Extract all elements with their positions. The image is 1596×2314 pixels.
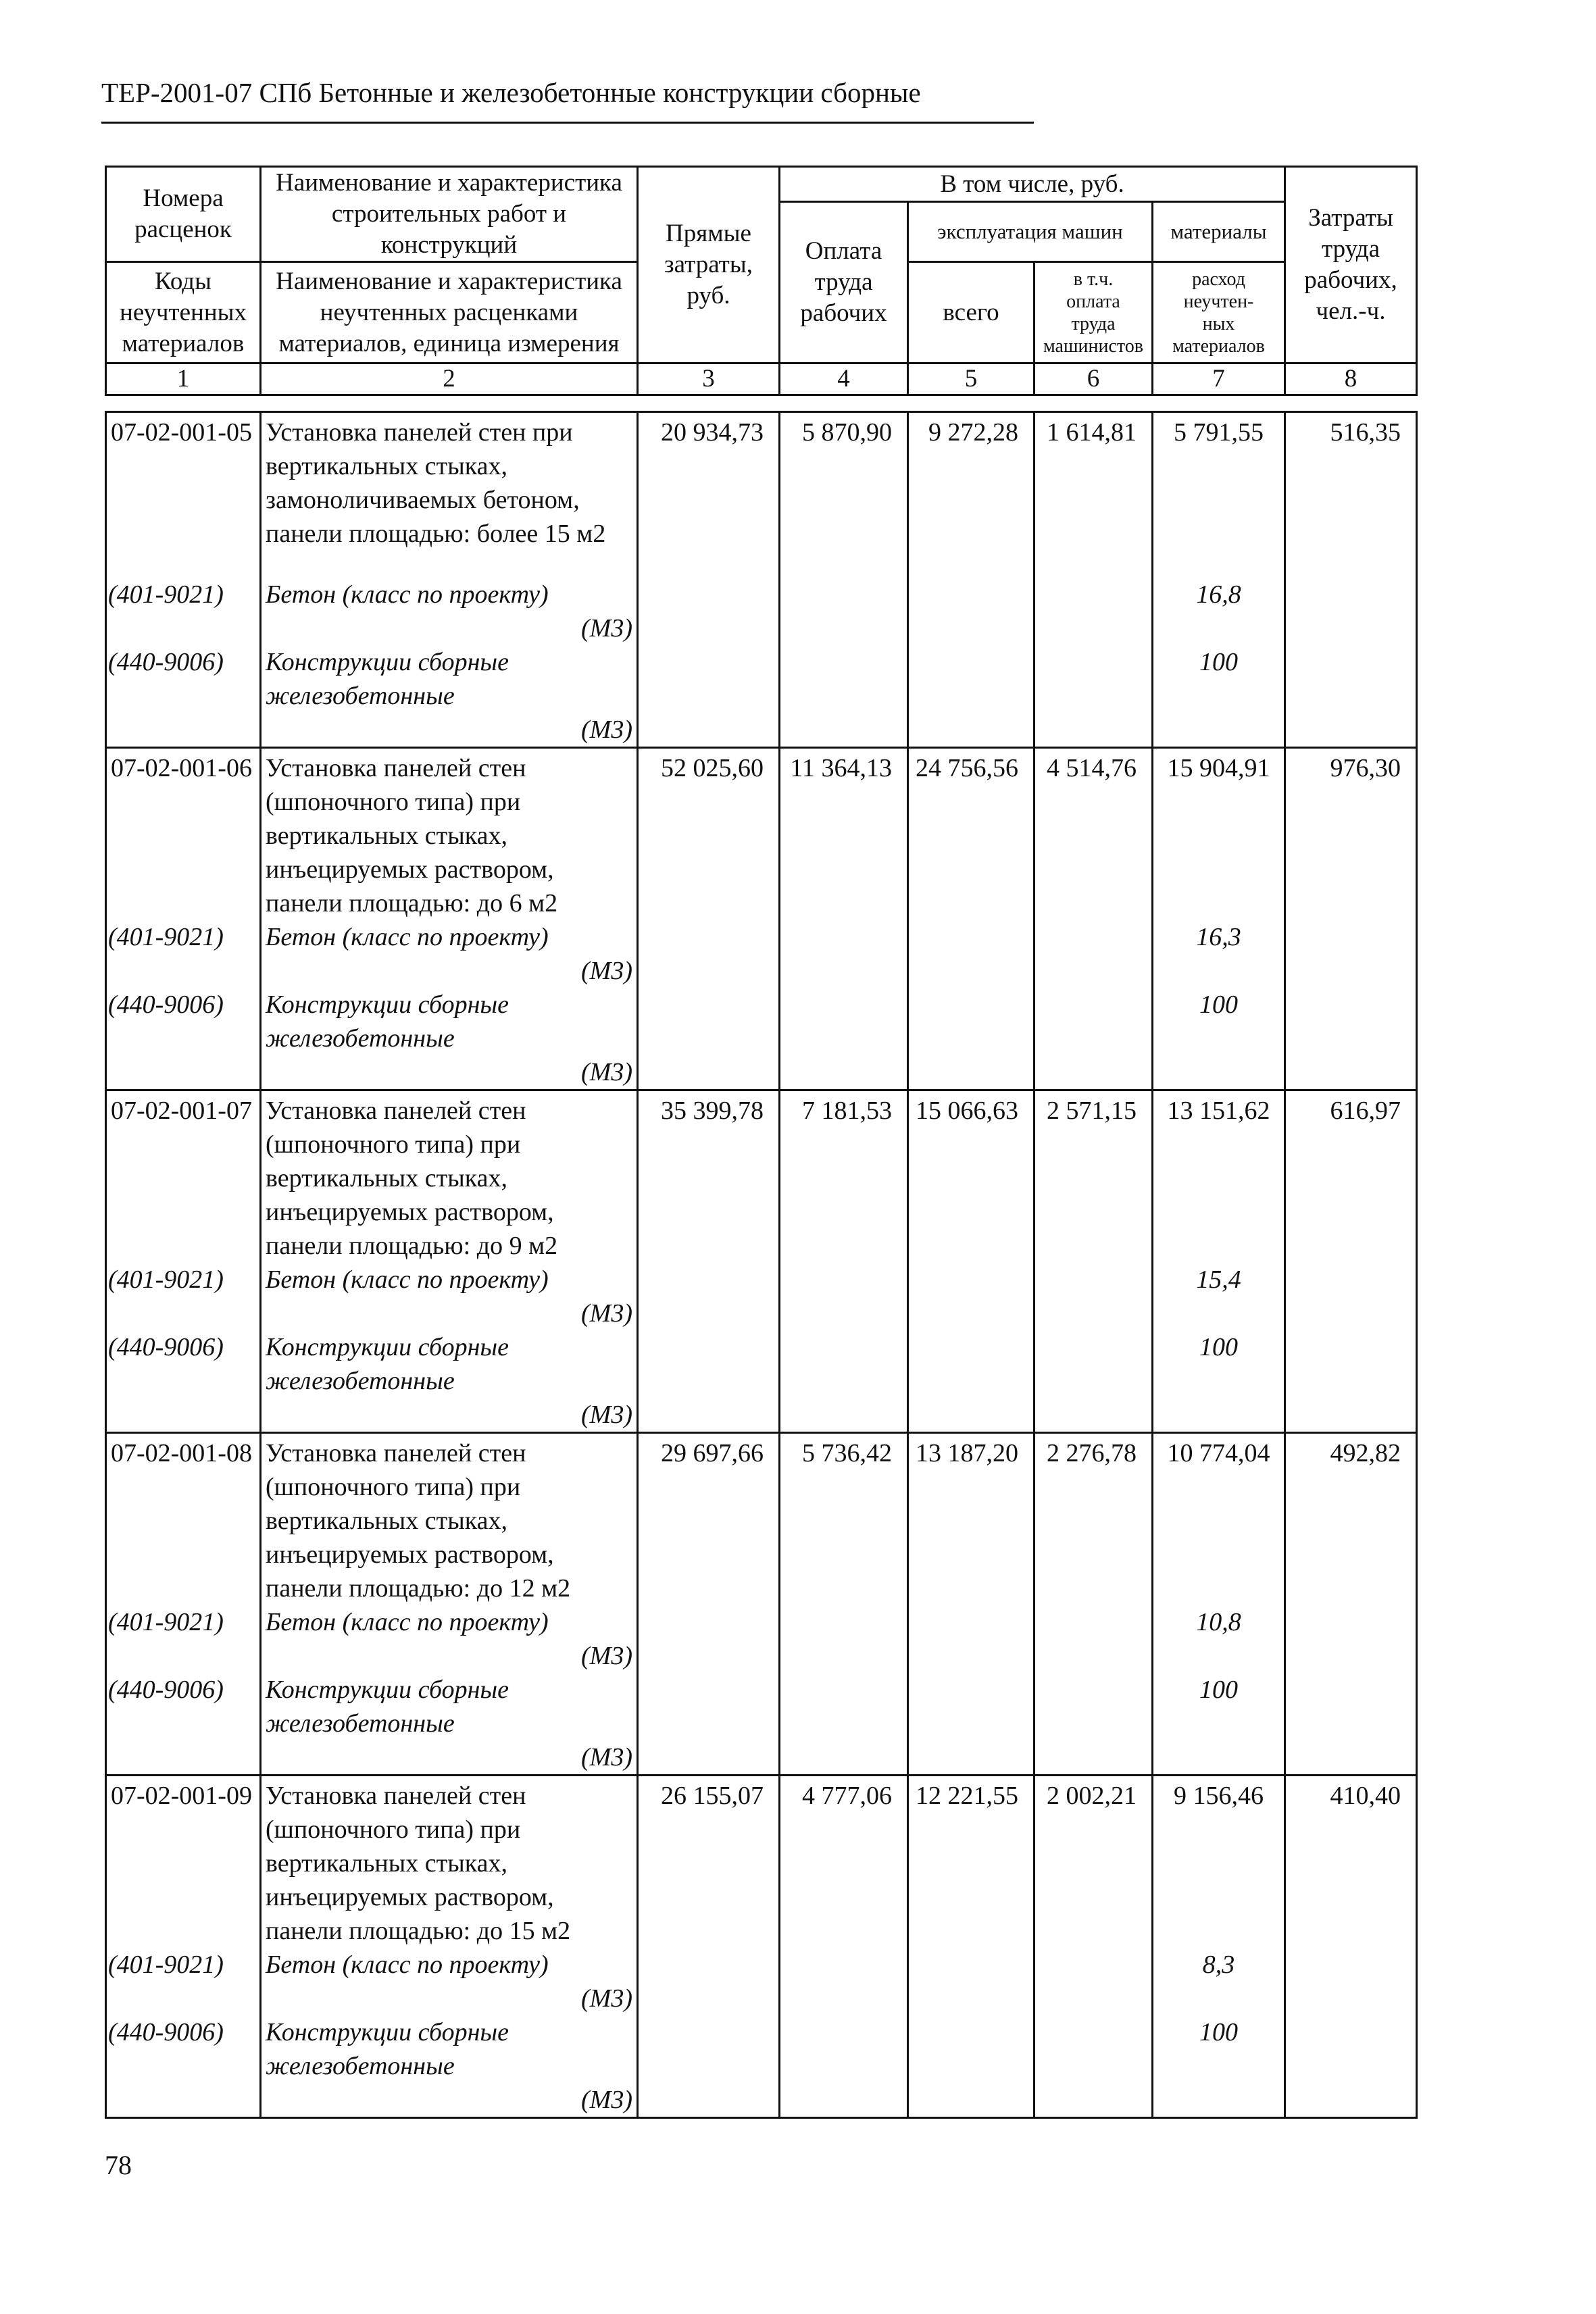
- empty-cell: [1285, 1673, 1417, 1776]
- rate-name-line: панели площадью: до 9 м2: [266, 1232, 558, 1260]
- empty-cell: [1034, 551, 1153, 645]
- direct-cost-value: 52 025,60: [638, 748, 780, 921]
- empty-cell: [1285, 1948, 1417, 2015]
- material-name-line: Конструкции сборные: [266, 990, 509, 1019]
- material-name-line: Бетон (класс по проекту): [266, 1265, 549, 1294]
- material-name-line: железобетонные: [266, 2052, 455, 2080]
- material-code: (440-9006): [106, 2015, 261, 2118]
- materials-value: 10 774,04: [1153, 1433, 1285, 1606]
- material-name: [261, 1330, 638, 1433]
- material-name: [261, 1605, 638, 1673]
- header-direct-costs: Прямые затраты, руб.: [638, 167, 780, 363]
- empty-cell: [780, 920, 908, 988]
- column-number: 4: [780, 363, 908, 395]
- empty-cell: [1285, 1605, 1417, 1673]
- empty-cell: [1285, 645, 1417, 748]
- labor-hours-value: 516,35: [1285, 412, 1417, 551]
- rate-name-line: инъецируемых раствором,: [266, 855, 554, 884]
- header-machinist-wages: в т.ч. оплата труда машинистов: [1034, 262, 1153, 363]
- material-unit: (М3): [581, 1642, 632, 1670]
- material-code: (440-9006): [106, 1673, 261, 1776]
- empty-cell: [780, 1330, 908, 1433]
- empty-cell: [908, 1330, 1034, 1433]
- header-material-names: Наименование и характеристика неучтенных расценками материалов, единица измерения: [261, 262, 638, 363]
- material-unit: (М3): [581, 957, 632, 985]
- empty-cell: [780, 1605, 908, 1673]
- material-name: [261, 1673, 638, 1776]
- header-in-total: В том числе, руб.: [780, 167, 1285, 202]
- direct-cost-value: 29 697,66: [638, 1433, 780, 1606]
- material-quantity: 16,8: [1153, 551, 1285, 645]
- header-divider: [101, 122, 1034, 124]
- worker-wages-value: 11 364,13: [780, 748, 908, 921]
- empty-cell: [780, 1673, 908, 1776]
- header-machine-operation: эксплуатация машин: [908, 202, 1153, 262]
- material-code: (440-9006): [106, 988, 261, 1090]
- empty-cell: [780, 2015, 908, 2118]
- column-number: 8: [1285, 363, 1417, 395]
- rate-name-line: (шпоночного типа) при: [266, 1473, 521, 1501]
- rate-name-line: инъецируемых раствором,: [266, 1540, 554, 1569]
- empty-cell: [1285, 1330, 1417, 1433]
- material-name: [261, 988, 638, 1090]
- empty-cell: [1285, 988, 1417, 1090]
- rate-row: [106, 1090, 1417, 1263]
- material-name-line: Конструкции сборные: [266, 1676, 509, 1704]
- page-title: ТЕР-2001-07 СПб Бетонные и железобетонные конструкции сборные: [101, 77, 921, 108]
- rate-name-line: панели площадью: более 15 м2: [266, 520, 606, 548]
- rate-name-line: Установка панелей стен: [266, 1097, 526, 1125]
- empty-cell: [1034, 1948, 1153, 2015]
- material-row: [106, 1673, 1417, 1776]
- empty-cell: [908, 1673, 1034, 1776]
- rate-name: [261, 1776, 638, 1948]
- machinist-wages-value: 2 571,15: [1034, 1090, 1153, 1263]
- empty-cell: [1034, 1673, 1153, 1776]
- column-header-table: [105, 166, 1418, 396]
- material-name: [261, 1263, 638, 1330]
- worker-wages-value: 5 736,42: [780, 1433, 908, 1606]
- column-number: 3: [638, 363, 780, 395]
- labor-hours-value: 410,40: [1285, 1776, 1417, 1948]
- material-unit: (М3): [581, 1743, 632, 1771]
- empty-cell: [638, 2015, 780, 2118]
- rate-name-line: панели площадью: до 15 м2: [266, 1917, 571, 1945]
- empty-cell: [638, 1948, 780, 2015]
- material-name-line: Бетон (класс по проекту): [266, 1608, 549, 1636]
- material-name-line: Конструкции сборные: [266, 1333, 509, 1361]
- material-unit: (М3): [581, 1401, 632, 1429]
- material-name: [261, 551, 638, 645]
- column-number: 2: [261, 363, 638, 395]
- machines-total-value: 13 187,20: [908, 1433, 1034, 1606]
- material-row: [106, 1330, 1417, 1433]
- rate-name: [261, 1433, 638, 1606]
- labor-hours-value: 976,30: [1285, 748, 1417, 921]
- header-rate-numbers: Номера расценок: [106, 167, 261, 262]
- rate-name-line: панели площадью: до 6 м2: [266, 889, 558, 917]
- labor-hours-value: 492,82: [1285, 1433, 1417, 1606]
- machines-total-value: 15 066,63: [908, 1090, 1034, 1263]
- empty-cell: [638, 551, 780, 645]
- rate-name-line: Установка панелей стен: [266, 1439, 526, 1467]
- material-quantity: 8,3: [1153, 1948, 1285, 2015]
- empty-cell: [780, 1948, 908, 2015]
- empty-cell: [780, 645, 908, 748]
- empty-cell: [1285, 920, 1417, 988]
- material-code: (401-9021): [106, 1263, 261, 1330]
- empty-cell: [908, 988, 1034, 1090]
- material-code: (440-9006): [106, 645, 261, 748]
- rate-row: [106, 1433, 1417, 1606]
- material-unit: (М3): [581, 2086, 632, 2114]
- material-quantity: 10,8: [1153, 1605, 1285, 1673]
- material-quantity: 15,4: [1153, 1263, 1285, 1330]
- empty-cell: [908, 645, 1034, 748]
- empty-cell: [638, 1330, 780, 1433]
- empty-cell: [780, 1263, 908, 1330]
- material-quantity: 100: [1153, 2015, 1285, 2118]
- material-name-line: Бетон (класс по проекту): [266, 923, 549, 951]
- empty-cell: [1285, 551, 1417, 645]
- material-name-line: Бетон (класс по проекту): [266, 1951, 549, 1979]
- rate-name-line: вертикальных стыках,: [266, 452, 508, 480]
- material-name: [261, 920, 638, 988]
- material-row: [106, 920, 1417, 988]
- empty-cell: [1034, 1605, 1153, 1673]
- material-name: [261, 645, 638, 748]
- empty-cell: [780, 551, 908, 645]
- rate-name-line: Установка панелей стен: [266, 754, 526, 782]
- material-code: (401-9021): [106, 1948, 261, 2015]
- header-labor-costs: Затраты труда рабочих, чел.-ч.: [1285, 167, 1417, 363]
- empty-cell: [908, 2015, 1034, 2118]
- worker-wages-value: 7 181,53: [780, 1090, 908, 1263]
- material-row: [106, 988, 1417, 1090]
- rate-name-line: вертикальных стыках,: [266, 822, 508, 850]
- material-name: [261, 1948, 638, 2015]
- direct-cost-value: 20 934,73: [638, 412, 780, 551]
- empty-cell: [638, 920, 780, 988]
- materials-value: 5 791,55: [1153, 412, 1285, 551]
- empty-cell: [908, 551, 1034, 645]
- rate-name-line: инъецируемых раствором,: [266, 1883, 554, 1911]
- machinist-wages-value: 4 514,76: [1034, 748, 1153, 921]
- rate-name-line: Установка панелей стен при: [266, 418, 573, 447]
- worker-wages-value: 5 870,90: [780, 412, 908, 551]
- rates-table: [105, 411, 1418, 2119]
- header-machines-total: всего: [908, 262, 1034, 363]
- material-code: (401-9021): [106, 551, 261, 645]
- material-code: (401-9021): [106, 920, 261, 988]
- material-unit: (М3): [581, 715, 632, 744]
- rate-name-line: (шпоночного типа) при: [266, 1815, 521, 1844]
- header-worker-wages: Оплата труда рабочих: [780, 202, 908, 363]
- header-material-consumption: расход неучтен- ных материалов: [1153, 262, 1285, 363]
- rate-name-line: вертикальных стыках,: [266, 1849, 508, 1878]
- material-code: (401-9021): [106, 1605, 261, 1673]
- rate-row: [106, 412, 1417, 551]
- material-name: [261, 2015, 638, 2118]
- empty-cell: [1034, 1330, 1153, 1433]
- rate-code: 07-02-001-05: [106, 412, 261, 551]
- material-quantity: 100: [1153, 1673, 1285, 1776]
- worker-wages-value: 4 777,06: [780, 1776, 908, 1948]
- column-number: 7: [1153, 363, 1285, 395]
- material-code: (440-9006): [106, 1330, 261, 1433]
- machinist-wages-value: 2 276,78: [1034, 1433, 1153, 1606]
- empty-cell: [1034, 1263, 1153, 1330]
- machines-total-value: 12 221,55: [908, 1776, 1034, 1948]
- header-material-codes: Коды неучтенных материалов: [106, 262, 261, 363]
- empty-cell: [1034, 920, 1153, 988]
- material-quantity: 100: [1153, 1330, 1285, 1433]
- rate-code: 07-02-001-08: [106, 1433, 261, 1606]
- empty-cell: [908, 1263, 1034, 1330]
- material-quantity: 16,3: [1153, 920, 1285, 988]
- material-row: [106, 645, 1417, 748]
- material-name-line: Конструкции сборные: [266, 648, 509, 676]
- material-unit: (М3): [581, 1984, 632, 2013]
- rate-name-line: инъецируемых раствором,: [266, 1198, 554, 1226]
- rate-code: 07-02-001-09: [106, 1776, 261, 1948]
- material-quantity: 100: [1153, 988, 1285, 1090]
- rate-name-line: Установка панелей стен: [266, 1782, 526, 1810]
- page-number: 78: [105, 2150, 132, 2180]
- rate-code: 07-02-001-06: [106, 748, 261, 921]
- rate-code: 07-02-001-07: [106, 1090, 261, 1263]
- rate-name-line: (шпоночного типа) при: [266, 1130, 521, 1159]
- rate-name: [261, 412, 638, 551]
- labor-hours-value: 616,97: [1285, 1090, 1417, 1263]
- empty-cell: [908, 1948, 1034, 2015]
- empty-cell: [1034, 2015, 1153, 2118]
- rate-name-line: (шпоночного типа) при: [266, 788, 521, 816]
- machinist-wages-value: 2 002,21: [1034, 1776, 1153, 1948]
- material-name-line: железобетонные: [266, 1367, 455, 1395]
- empty-cell: [1034, 988, 1153, 1090]
- material-name-line: Бетон (класс по проекту): [266, 580, 549, 609]
- material-quantity: 100: [1153, 645, 1285, 748]
- material-row: [106, 551, 1417, 645]
- empty-cell: [638, 645, 780, 748]
- machines-total-value: 24 756,56: [908, 748, 1034, 921]
- rate-name: [261, 748, 638, 921]
- column-number: 5: [908, 363, 1034, 395]
- header-work-name: Наименование и характеристика строительных работ и конструкций: [261, 167, 638, 262]
- column-number: 1: [106, 363, 261, 395]
- rate-name-line: панели площадью: до 12 м2: [266, 1574, 571, 1603]
- material-row: [106, 1605, 1417, 1673]
- rate-name-line: вертикальных стыках,: [266, 1507, 508, 1535]
- machines-total-value: 9 272,28: [908, 412, 1034, 551]
- empty-cell: [1285, 2015, 1417, 2118]
- material-row: [106, 2015, 1417, 2118]
- empty-cell: [908, 920, 1034, 988]
- header-materials: материалы: [1153, 202, 1285, 262]
- empty-cell: [638, 1673, 780, 1776]
- material-name-line: Конструкции сборные: [266, 2018, 509, 2046]
- material-unit: (М3): [581, 1058, 632, 1086]
- empty-cell: [780, 988, 908, 1090]
- material-unit: (М3): [581, 1299, 632, 1328]
- rate-row: [106, 748, 1417, 921]
- material-unit: (М3): [581, 614, 632, 643]
- direct-cost-value: 26 155,07: [638, 1776, 780, 1948]
- rate-row: [106, 1776, 1417, 1948]
- machinist-wages-value: 1 614,81: [1034, 412, 1153, 551]
- rate-name-line: вертикальных стыках,: [266, 1164, 508, 1192]
- material-row: [106, 1263, 1417, 1330]
- rate-name-line: замоноличиваемых бетоном,: [266, 486, 580, 514]
- materials-value: 13 151,62: [1153, 1090, 1285, 1263]
- material-name-line: железобетонные: [266, 1709, 455, 1738]
- empty-cell: [638, 1605, 780, 1673]
- empty-cell: [1034, 645, 1153, 748]
- column-number: 6: [1034, 363, 1153, 395]
- material-name-line: железобетонные: [266, 1024, 455, 1053]
- empty-cell: [638, 988, 780, 1090]
- empty-cell: [1285, 1263, 1417, 1330]
- material-name-line: железобетонные: [266, 682, 455, 710]
- materials-value: 9 156,46: [1153, 1776, 1285, 1948]
- direct-cost-value: 35 399,78: [638, 1090, 780, 1263]
- empty-cell: [638, 1263, 780, 1330]
- material-row: [106, 1948, 1417, 2015]
- materials-value: 15 904,91: [1153, 748, 1285, 921]
- rate-name: [261, 1090, 638, 1263]
- empty-cell: [908, 1605, 1034, 1673]
